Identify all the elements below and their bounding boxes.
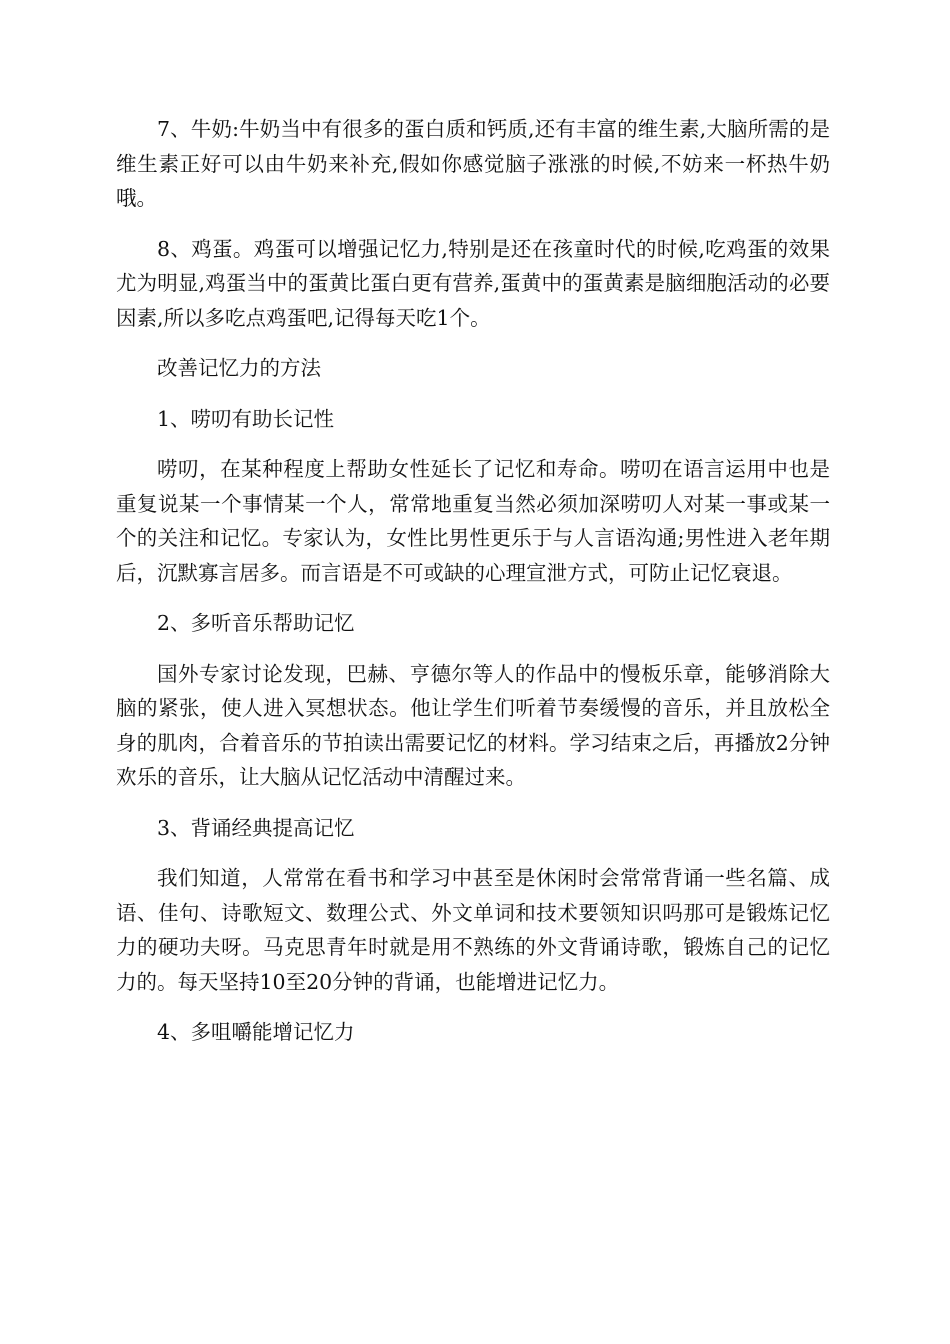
- subheading-1: 1、唠叨有助长记性: [157, 406, 335, 431]
- paragraph-music: 国外专家讨论发现，巴赫、亨德尔等人的作品中的慢板乐章，能够消除大脑的紧张，使人进入冥想状态。他让学生们听着节奏缓慢的音乐，并且放松全身的肌肉，合着音乐的节拍读出需要记忆的材料。学习结束之后，再播放2分钟欢乐的音乐，让大脑从记忆活动中清醒过来。: [116, 661, 830, 789]
- paragraph-nagging: 唠叨，在某种程度上帮助女性延长了记忆和寿命。唠叨在语言运用中也是重复说某一个事情某一个人，常常地重复当然必须加深唠叨人对某一事或某一个的关注和记忆。专家认为，女性比男性更乐于与人言语沟通;男性进入老年期后，沉默寡言居多。而言语是不可或缺的心理宣泄方式，可防止记忆衰退。: [116, 457, 830, 585]
- paragraph-recitation: 我们知道，人常常在看书和学习中甚至是休闲时会常常背诵一些名篇、成语、佳句、诗歌短文、数理公式、外文单词和技术要领知识吗那可是锻炼记忆力的硬功夫呀。马克思青年时就是用不熟练的外文背诵诗歌，锻炼自己的记忆力的。每天坚持10至20分钟的背诵，也能增进记忆力。: [116, 866, 830, 994]
- subheading-3: 3、背诵经典提高记忆: [157, 815, 355, 840]
- subheading-4: 4、多咀嚼能增记忆力: [157, 1020, 355, 1044]
- subheading-2: 2、多听音乐帮助记忆: [157, 611, 355, 635]
- paragraph-milk: 7、牛奶:牛奶当中有很多的蛋白质和钙质,还有丰富的维生素,大脑所需的是维生素正好可以由牛奶来补充,假如你感觉脑子涨涨的时候,不妨来一杯热牛奶哦。: [116, 117, 830, 210]
- paragraph-egg: 8、鸡蛋。鸡蛋可以增强记忆力,特别是还在孩童时代的时候,吃鸡蛋的效果尤为明显,鸡蛋当中的蛋黄比蛋白更有营养,蛋黄中的蛋黄素是脑细胞活动的必要因素,所以多吃点鸡蛋吧,记得每天吃1个。: [116, 236, 830, 330]
- section-heading-methods: 改善记忆力的方法: [157, 356, 321, 380]
- document-body: [116, 112, 830, 1066]
